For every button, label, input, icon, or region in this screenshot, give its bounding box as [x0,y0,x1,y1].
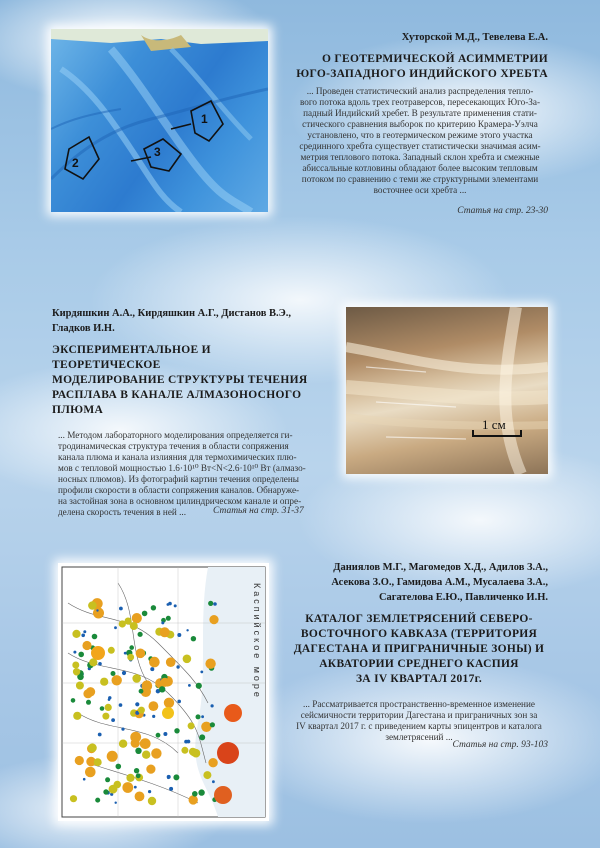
epicenter-dot [210,722,215,727]
abstract-line: потоком по сравнению с теми же структурными элементами [301,174,539,184]
epicenter-dot [111,671,116,676]
epicenter-dot [177,633,181,637]
epicenter-dot [168,602,172,606]
abstract-line: делена скорость течения в ней ... [58,507,187,517]
epicenter-dot [151,748,161,758]
article-2 [52,306,317,518]
epicenter-dot [86,700,91,705]
epicenter-dot [148,790,151,793]
epicenter-dot [76,682,84,690]
epicenter-dot [108,698,111,701]
abstract-line: профили скорости в области сопряжения каналов. Обнаруже- [58,485,300,495]
epicenter-dot [83,689,92,698]
epicenter-dot [73,651,76,654]
epicenter-dot [176,665,179,668]
epicenter-dot [161,621,164,624]
epicenter-dot [142,680,153,691]
epicenter-dot [73,668,80,675]
epicenter-dot [75,756,84,765]
sea-label: Каспийское море [252,583,262,700]
epicenter-dot [150,667,154,671]
epicenter-dot [83,630,86,633]
scale-bar [472,435,522,437]
epicenter-dot [213,602,217,606]
epicenter-dot [72,662,79,669]
epicenter-dot [132,674,141,683]
abstract-line: канала плюма и канала излияния для термохимических плю- [58,452,297,462]
epicenter-dot [132,613,142,623]
epicenter-dot [146,765,155,774]
epicenter-dot [96,609,98,611]
epicenter-dot [140,738,151,749]
epicenter-dot [127,654,134,661]
epicenter-dot [208,758,217,767]
epicenter-dot [88,743,97,752]
article-3 [290,560,548,743]
abstract-line: установлено, что в геотермическом режиме этого участка [307,130,533,140]
epicenter-dot [160,627,170,637]
article-title[interactable] [290,52,548,82]
page-reference-link[interactable]: Статья на стр. 31-37 [213,506,304,516]
article-title[interactable] [52,343,317,418]
flow-photograph-image [346,307,548,474]
bathymetric-map-image [51,29,268,212]
epicenter-dot [71,698,76,703]
epicenter-dot [164,698,174,708]
epicenter-dot [203,771,211,779]
epicenter-dot [212,780,215,783]
abstract-line: мов с тепловой мощностью 1.6·10¹⁰ Вт<N<2.6·10¹⁰ Вт (алмазо- [58,463,306,473]
traverse-label: 3 [154,145,161,159]
abstract-line: вого потока вдоль трех геотраверсов, пересекающих Юго-За- [299,97,540,107]
epicenter-dot [121,728,124,731]
epicenter-dot [122,782,133,793]
epicenter-dot [111,718,115,722]
epicenter-dot [109,785,118,794]
epicenter-dot [198,789,204,795]
epicenter-dot [151,605,156,610]
epicenter-dot [105,777,110,782]
epicenter-dot [200,671,203,674]
epicenter-dot [136,773,141,778]
epicenter-dot [85,767,96,778]
epicenter-dot [188,684,191,687]
author-line: Гладков И.Н. [52,323,115,334]
epicenter-dot [138,707,145,714]
abstract-line: восточнее оси хребта ... [373,185,467,195]
epicenter-dot [152,715,155,718]
epicenter-dot [119,620,126,627]
epicenter-dot [142,611,148,617]
title-line: ЗА IV КВАРТАЛ 2017г. [355,673,483,685]
abstract-line: ... Методом лабораторного моделирования определяется ги- [58,430,293,440]
epicenter-dot [173,774,179,780]
epicenter-dot [119,703,123,707]
article-authors [290,560,548,605]
epicenter-dot [135,702,139,706]
epicenter-dot [119,740,127,748]
epicenter-dot [82,641,91,650]
epicenter-dot [126,774,134,782]
epicenter-dot [201,715,204,718]
epicenter-dot [174,604,177,607]
epicenter-dot [177,700,181,704]
title-line: ЮГО-ЗАПАДНОГО ИНДИЙСКОГО ХРЕБТА [296,68,548,80]
epicenter-dot [73,712,81,720]
epicenter-dot [83,778,86,781]
abstract-line: сейсмичности территории Дагестана и приграничных зон за [300,710,538,720]
epicenter-dot [208,601,213,606]
title-line: РАСПЛАВА В КАНАЛЕ АЛМАЗОНОСНОГО [52,389,302,401]
epicenter-dot [166,657,176,667]
title-line: ВОСТОЧНОГО КАВКАЗА (ТЕРРИТОРИЯ [300,628,538,640]
epicenter-dot [186,629,188,631]
epicenter-dot [122,671,126,675]
epicenter-dot [169,787,173,791]
epicenter-dot [149,657,160,668]
epicenter-dot [159,686,165,692]
epicenter-dot [190,748,198,756]
traverse-label: 2 [72,156,79,170]
epicenter-dot [100,706,105,711]
title-line: О ГЕОТЕРМИЧЕСКОЙ АСИММЕТРИИ [322,53,548,65]
article-authors [52,306,317,336]
epicenter-dot [201,722,211,732]
epicenter-dot [149,701,159,711]
epicenter-dot [119,607,123,611]
epicenter-dot [148,797,156,805]
epicenter-dot [192,791,198,797]
epicenter-map-image [58,563,269,821]
epicenter-dot [167,777,170,780]
epicenter-dot [163,732,167,736]
epicenter-dot [98,662,102,666]
epicenter-dot [211,704,214,707]
title-line: ПЛЮМА [52,404,104,416]
title-line: АКВАТОРИИ СРЕДНЕГО КАСПИЯ [319,658,519,670]
abstract-line: абиссальные котловины обладают более высоким тепловым [302,163,538,173]
epicenter-dot [135,748,141,754]
abstract-line: ... Проведен статистический анализ распределения тепло- [306,86,534,96]
epicenter-dot [103,789,108,794]
epicenter-dot [160,678,169,687]
abstract-line: землетрясений ... [385,732,453,742]
epicenter-dot [174,728,179,733]
author-line: Даниялов М.Г., Магомедов Х.Д., Адилов З.А., [333,562,548,573]
epicenter-dot [98,733,102,737]
epicenter-dot [94,758,102,766]
epicenter-dot [70,795,77,802]
epicenter-dot [112,675,122,685]
title-line: МОДЕЛИРОВАНИЕ СТРУКТУРЫ ТЕЧЕНИЯ [52,374,308,386]
abstract-line: на застойная зона в основном цилиндрическом канале и опре- [58,496,302,506]
abstract-line: носных плюмов). Из фотографий картин течения определены [58,474,299,484]
epicenter-dot [135,792,145,802]
epicenter-dot [181,747,188,754]
article-title[interactable] [290,612,548,687]
epicenter-dot [187,740,191,744]
epicenter-dot [72,630,80,638]
abstract-line: метрия теплового потока. Западный склон хребта и смежные [300,152,540,162]
epicenter-dot [92,634,98,640]
epicenter-dot [205,659,215,669]
epicenter-dot [130,622,138,630]
article-abstract [52,430,317,518]
abstract-line: тродинамическая структура течения в области сопряжения [58,441,289,451]
epicenter-dot [88,601,97,610]
scale-label: 1 см [482,417,506,432]
abstract-line: ... Рассматривается пространственно-временное изменение [303,699,535,709]
abstract-line: стического сравнения выборок по критерию Крамера-Уэлча [302,119,538,129]
title-line: ДАГЕСТАНА И ПРИГРАНИЧНЫЕ ЗОНЫ) И [293,643,545,655]
epicenter-dot [95,798,100,803]
epicenter-dot [139,689,144,694]
author-line: Сагателова Е.Ю., Павличенко И.Н. [378,592,548,603]
abstract-line: срединного хребта существует статистически значимая асим- [299,141,541,151]
epicenter-dot [136,649,146,659]
epicenter-dot [102,713,109,720]
abstract-line: IV квартал 2017 г. с приведением карты эпицентров и каталога [296,721,542,731]
abstract-line: падный Индийский хребет. В результате применения стати- [303,108,537,118]
title-line: ЭКСПЕРИМЕНТАЛЬНОЕ И ТЕОРЕТИЧЕСКОЕ [52,344,211,371]
epicenter-dot [134,768,139,773]
author-line: Кирдяшкин А.А., Кирдяшкин А.Г., Дистанов В.Э., [52,308,292,319]
epicenter-dot [116,764,122,770]
epicenter-dot [189,795,198,804]
epicenter-dot [142,751,150,759]
epicenter-dot [188,722,195,729]
epicenter-dot [196,683,202,689]
article-authors: Хуторской М.Д., Тевелева Е.А. [401,32,548,43]
epicenter-dot [183,655,192,664]
epicenter-dot [209,615,218,624]
epicenter-dot [114,626,117,629]
epicenter-dot [105,704,112,711]
epicenter-dot [191,636,196,641]
epicenter-dot [100,678,108,686]
article-1 [290,30,548,82]
epicenter-dot [115,802,117,804]
epicenter-dot [199,734,205,740]
epicenter-dot [108,647,115,654]
epicenter-dot [196,714,201,719]
epicenter-dot [129,645,134,650]
epicenter-dot [124,652,127,655]
epicenter-dot [78,652,84,658]
author-line: Асекова З.О., Гамидова А.М., Мусалаева З.А., [331,577,548,588]
title-line: КАТАЛОГ ЗЕМЛЕТРЯСЕНИЙ СЕВЕРО- [305,613,533,625]
epicenter-dot [166,616,171,621]
page-reference-link[interactable]: Статья на стр. 23-30 [457,206,548,216]
article-abstract [290,699,548,743]
epicenter-dot [107,751,118,762]
epicenter-dot [138,632,143,637]
epicenter-dot [156,733,161,738]
page-reference-link[interactable]: Статья на стр. 93-103 [452,740,548,750]
traverse-label: 1 [201,112,208,126]
epicenter-dot [134,786,137,789]
epicenter-dot [131,739,140,748]
article-abstract [292,86,548,196]
epicenter-dot [81,634,85,638]
